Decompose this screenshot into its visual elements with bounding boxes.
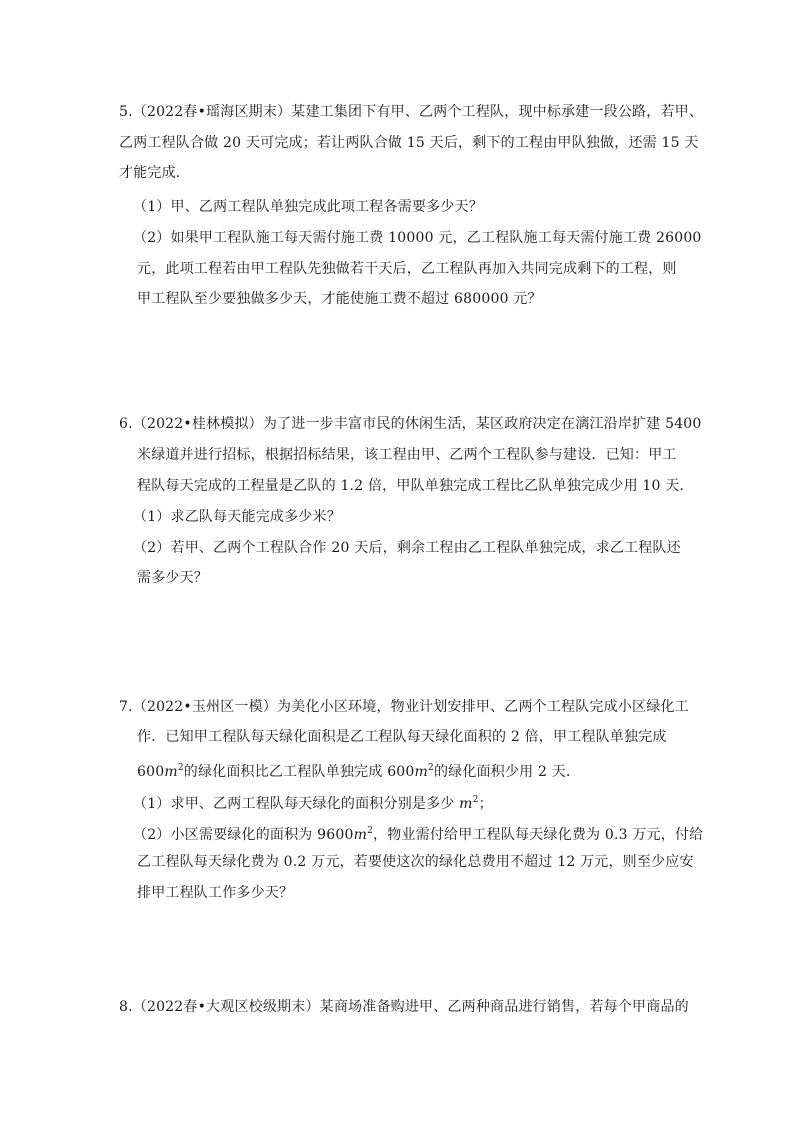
unit-m: m [459,796,473,812]
area-value: 600 [137,764,165,780]
problem-5-part-2-line-3: 甲工程队至少要独做多少天，才能使施工费不超过 680000 元？ [137,291,542,307]
problem-7-part-2-line-3: 排甲工程队工作多少天？ [137,885,294,901]
problem-7-part-1 [133,790,493,814]
problem-5-line-1: 5.（2022春•瑶海区期末）某建工集团下有甲、乙两个工程队，现中标承建一段公路，若甲、 [119,104,704,120]
problem-7-line-2: 作．已知甲工程队每天绿化面积是乙工程队每天绿化面积的 2 倍，甲工程队单独完成 [137,729,667,745]
problem-5-part-2-line-1: （2）如果甲工程队施工每天需付施工费 10000 元，乙工程队施工每天需付施工费 26000 [133,230,702,246]
unit-m: m [353,827,368,843]
problem-8-line-1: 8.（2022春•大观区校级期末）某商场准备购进甲、乙两种商品进行销售，若每个甲商品的 [119,999,689,1015]
line-text: （1）求甲、乙两工程队每天绿化的面积分别是多少 [133,796,460,812]
unit-m: m [164,764,178,780]
unit-exponent: 2 [428,763,434,773]
problem-7-line-1: 7.（2022•玉州区一模）为美化小区环境，物业计划安排甲、乙两个工程队完成小区绿化工 [119,699,689,715]
problem-6-line-2: 米绿道并进行招标，根据招标结果，该工程由甲、乙两个工程队参与建设．已知：甲工 [137,447,677,463]
problem-5-line-3: 才能完成． [119,165,190,181]
problem-7-part-2-line-1 [133,821,703,845]
line-text: （2）小区需要绿化的面积为 9600 [133,827,354,843]
line-text: 的绿化面积少用 2 天． [433,764,581,780]
unit-exponent: 2 [367,826,374,836]
problem-6-line-3: 程队每天完成的工程量是乙队的 1.2 倍，甲队单独完成工程比乙队单独完成少用 10 天． [137,478,694,494]
line-text: 的绿化面积比乙工程队单独完成 600 [183,764,415,780]
unit-m: m [414,764,429,780]
problem-5-part-2-line-2: 元，此项工程若由甲工程队先独做若干天后，乙工程队再加入共同完成剩下的工程，则 [137,261,677,277]
problem-6-line-1: 6.（2022•桂林模拟）为了进一步丰富市民的休闲生活，某区政府决定在漓江沿岸扩建 5400 [119,416,702,432]
problem-7-part-2-line-2: 乙工程队每天绿化费为 0.2 万元，若要使这次的绿化总费用不超过 12 万元，则至少应安 [137,854,694,870]
line-text: ； [478,796,493,812]
problem-6-part-2-line-1: （2）若甲、乙两个工程队合作 20 天后，剩余工程由乙工程队单独完成，求乙工程队还 [133,540,681,556]
problem-6-part-1: （1）求乙队每天能完成多少米？ [133,509,341,525]
unit-exponent: 2 [177,763,184,773]
problem-5-line-2: 乙两工程队合做 20 天可完成；若让两队合做 15 天后，剩下的工程由甲队独做，还需 15 天 [119,135,699,151]
unit-exponent: 2 [472,795,479,805]
problem-6-part-2-line-2: 需多少天？ [137,570,208,586]
problem-5-part-1: （1）甲、乙两工程队单独完成此项工程各需要多少天？ [133,199,483,215]
line-text: ，物业需付给甲工程队每天绿化费为 0.3 万元，付给 [373,827,704,843]
problem-7-line-3 [137,758,580,782]
